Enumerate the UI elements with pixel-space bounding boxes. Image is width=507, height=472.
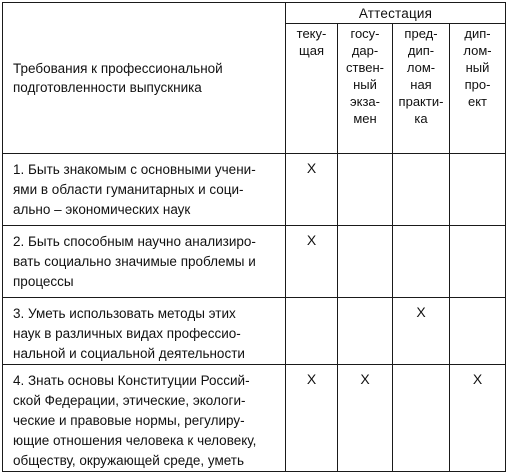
requirement-line: вать социально значимые проблемы и [13,254,256,269]
mark-cell-state-exam: X [338,365,393,472]
mark-cell-state-exam [338,298,393,365]
column-header-diploma-project-stub [450,133,506,154]
requirement-cell [3,154,286,226]
attestation-group-header: Аттестация [286,3,506,24]
mark-cell-prediploma-practice [393,226,450,298]
column-header-line: мен [353,111,377,126]
column-header-line: дар- [351,43,379,58]
requirement-cell [3,226,286,298]
column-header-line: теку- [296,26,327,41]
column-header-current-stub [286,133,338,154]
table-row [3,365,506,472]
column-header-line: лом- [463,43,492,58]
requirement-line: обществу, окружающей среде, уметь [13,453,245,468]
mark-cell-current [286,298,338,365]
requirement-line: ями в области гуманитарных и соци- [13,182,244,197]
table-header-row-group [3,3,506,24]
column-header-prediploma-practice [393,24,450,154]
column-header-diploma-project [450,24,506,134]
requirement-line: 2. Быть способным научно анализиро- [13,234,256,249]
mark-cell-prediploma-practice [393,365,450,472]
mark-cell-current: X [286,365,338,472]
requirement-line: процессы [13,274,74,289]
requirements-header-line: Требования к профессиональной [13,61,223,76]
column-header-line: ный [353,77,377,92]
column-header-line: экза- [350,94,380,109]
requirement-line: нальной и социальной деятельности [13,346,245,361]
column-header-line: ная [410,77,432,92]
mark-cell-state-exam [338,154,393,226]
column-header-line: госу- [350,26,380,41]
column-header-line: пред- [404,26,438,41]
table-row [3,298,506,365]
mark-cell-current: X [286,154,338,226]
column-header-line: ствен- [346,60,384,75]
mark-cell-diploma-project: X [450,365,506,472]
column-header-state-exam [338,24,393,154]
mark-cell-state-exam [338,226,393,298]
requirement-line: 3. Уметь использовать методы этих [13,306,236,321]
requirements-header-line: подготовленности выпускника [13,80,202,95]
requirement-cell [3,298,286,365]
column-header-line: дип- [407,43,435,58]
table-row [3,226,506,298]
mark-cell-prediploma-practice [393,154,450,226]
requirement-line: ской Федерации, этические, экологи- [13,393,246,408]
requirement-line: наук в различных видах профессио- [13,326,241,341]
column-header-current [286,24,338,134]
requirement-line: 4. Знать основы Конституции Россий- [13,373,250,388]
requirement-line: 1. Быть знакомым с основными учени- [13,162,256,177]
mark-cell-diploma-project [450,298,506,365]
mark-cell-prediploma-practice: X [393,298,450,365]
column-header-line: ка [414,111,428,126]
column-header-line: про- [464,77,491,92]
column-header-line: практи- [398,94,444,109]
column-header-line: лом- [406,60,436,75]
requirement-line: ально – экономических наук [13,202,191,217]
mark-cell-diploma-project [450,226,506,298]
column-header-line: ный [465,60,490,75]
attestation-requirements-table [2,2,506,472]
mark-cell-diploma-project [450,154,506,226]
table-row [3,154,506,226]
column-header-line: ект [467,94,488,109]
column-header-line: дип- [464,26,491,41]
requirements-column-header [3,3,286,154]
requirement-line: ческие и правовые нормы, регулиру- [13,413,245,428]
requirement-line: ющие отношения человека к человеку, [13,433,257,448]
mark-cell-current: X [286,226,338,298]
requirement-cell [3,365,286,472]
column-header-line: щая [299,43,324,58]
